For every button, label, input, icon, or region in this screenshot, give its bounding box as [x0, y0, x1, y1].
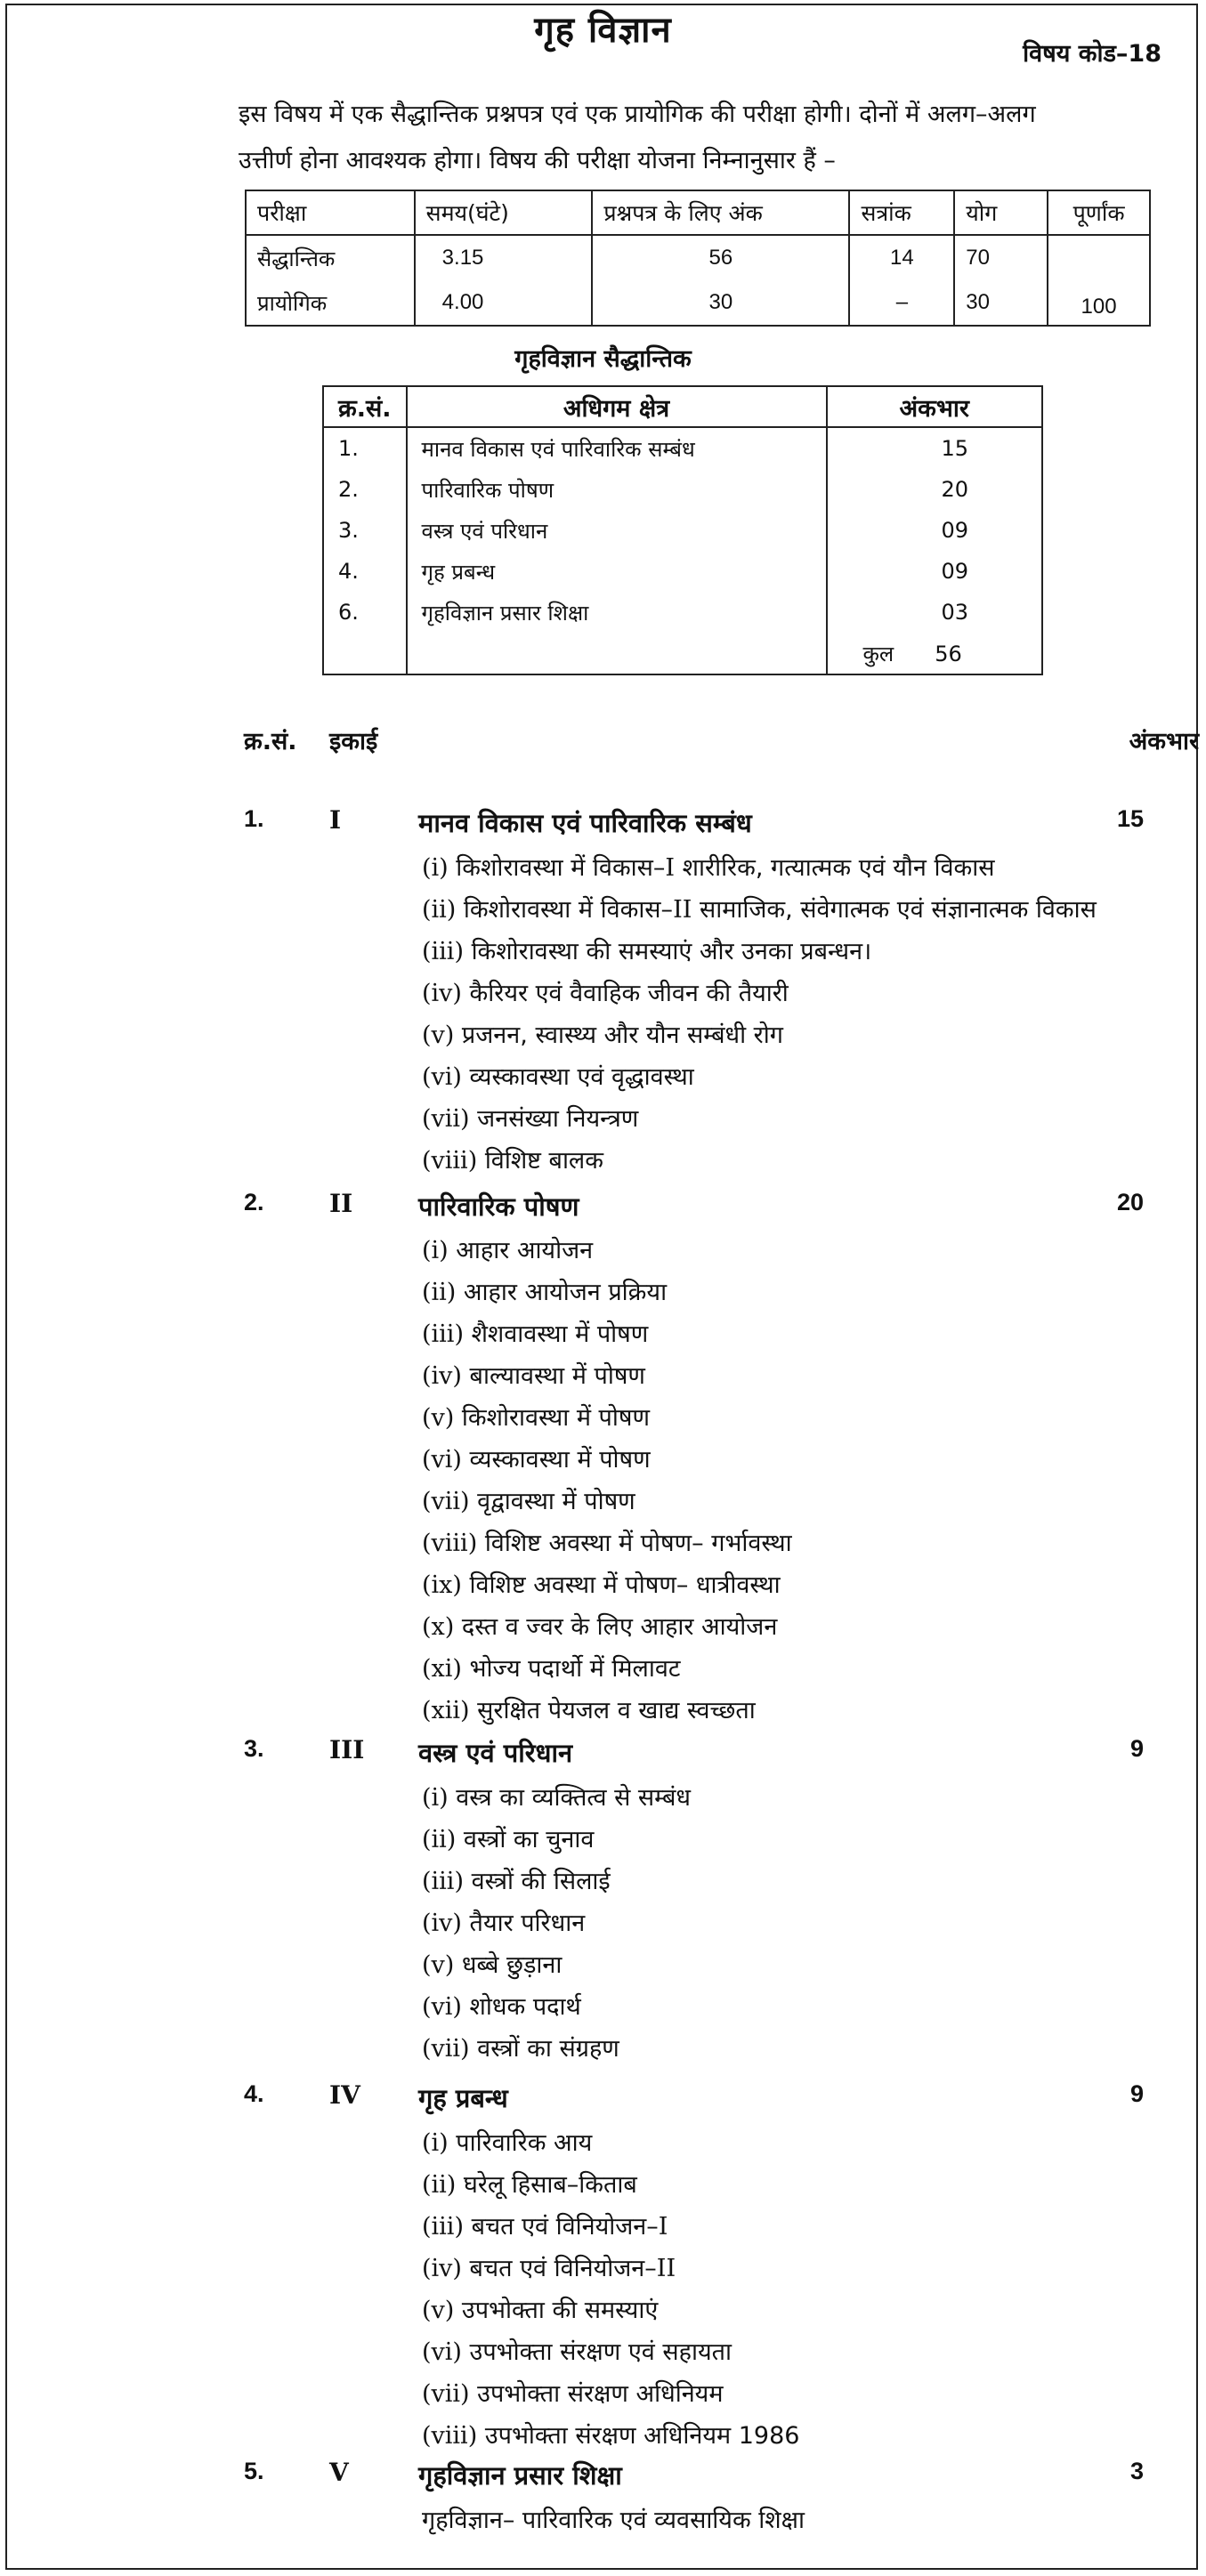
topic-numeral: (v) — [422, 2297, 455, 2324]
topic-text: धब्बे छुड़ाना — [454, 1951, 563, 1979]
topic-part-numeral: II — [656, 2255, 676, 2282]
unit-roman: V — [329, 2458, 349, 2487]
topic-numeral: (vi) — [422, 2338, 462, 2366]
table-cell: 2. — [323, 469, 407, 510]
area-table-header — [323, 386, 1042, 427]
syllabus-header-marks: अंकभार — [1129, 728, 1199, 755]
unit-number: 1. — [244, 805, 264, 832]
topic-numeral: (ii) — [422, 2171, 457, 2199]
intro-line-2: उत्तीर्ण होना आवश्यक होगा। विषय की परीक्षा योजना निम्नानुसार हैं – — [239, 147, 836, 174]
unit-topic — [422, 1989, 581, 2022]
topic-text: व्यस्कावस्था में पोषण — [461, 1446, 651, 1474]
topic-numeral: (v) — [422, 1404, 455, 1432]
table-cell: 4.00 — [415, 280, 593, 326]
table-cell: 03 — [827, 592, 1043, 633]
col-paper-marks: प्रश्नपत्र के लिए अंक — [592, 190, 849, 235]
topic-numeral: (iv) — [422, 1910, 462, 1937]
topic-numeral: (ii) — [422, 896, 457, 924]
unit-number: 4. — [244, 2080, 264, 2107]
unit-topic — [422, 2209, 668, 2241]
topic-text: किशोरावस्था में विकास– — [448, 854, 666, 882]
topic-numeral: (vii) — [422, 1105, 470, 1133]
table-cell: 09 — [827, 510, 1043, 551]
topic-numeral: (vi) — [422, 1993, 462, 2021]
unit-topic — [422, 1400, 650, 1433]
unit-topic — [422, 1863, 611, 1896]
unit-topic — [422, 1017, 783, 1050]
table-cell: वस्त्र एवं परिधान — [407, 510, 827, 551]
unit-roman: III — [329, 1735, 365, 1764]
unit-topic — [422, 2418, 799, 2451]
topic-numeral: (vii) — [422, 2380, 470, 2408]
table-row — [323, 551, 1042, 592]
topic-text: वृद्वावस्था में पोषण — [469, 1488, 635, 1515]
unit-topic — [422, 2031, 619, 2063]
topic-text: वस्त्रों का संग्रहण — [469, 2035, 619, 2063]
exam-table-header — [246, 190, 1150, 235]
unit-title: गृहविज्ञान प्रसार शिक्षा — [418, 2460, 622, 2491]
col-full-marks: पूर्णांक — [1048, 190, 1150, 235]
topic-numeral: (ii) — [422, 1279, 457, 1306]
topic-text: वस्त्रों की सिलाई — [463, 1868, 611, 1895]
total-value: 56 — [935, 641, 962, 666]
table-row — [323, 427, 1042, 469]
topic-numeral: (xii) — [422, 1697, 470, 1724]
table-row — [323, 510, 1042, 551]
unit-topic — [422, 1651, 680, 1684]
topic-numeral: (i) — [422, 1784, 449, 1812]
unit-topic — [422, 850, 994, 883]
intro-line-1: इस विषय में एक सैद्धान्तिक प्रश्नपत्र एवं एक प्रायोगिक की परीक्षा होगी। दोनों में अलग–अलग — [239, 101, 1036, 128]
topic-text: उपभोक्ता संरक्षण एवं सहायता — [461, 2338, 733, 2366]
total-row — [323, 633, 1042, 674]
unit-topic — [422, 2502, 805, 2535]
topic-part-numeral: I — [658, 2213, 668, 2241]
table-cell: गृह प्रबन्ध — [407, 551, 827, 592]
topic-numeral: (v) — [422, 1022, 455, 1049]
unit-topic — [422, 2292, 658, 2325]
learning-area-table — [322, 385, 1043, 675]
table-cell: गृहविज्ञान प्रसार शिक्षा — [407, 592, 827, 633]
unit-topic — [422, 975, 789, 1008]
topic-numeral: (x) — [422, 1613, 455, 1641]
topic-text: भोज्य पदार्थो में मिलावट — [461, 1655, 681, 1683]
topic-text: शैशवावस्था में पोषण — [463, 1320, 649, 1348]
topic-text: उपभोक्ता की समस्याएं — [454, 2297, 659, 2324]
table-row — [246, 235, 1150, 280]
topic-text: किशोरावस्था में पोषण — [454, 1404, 651, 1432]
unit-topic — [422, 1358, 645, 1391]
topic-text: प्रजनन, स्वास्थ्य और यौन सम्बंधी रोग — [454, 1022, 783, 1049]
total-label: कुल — [862, 641, 894, 666]
table-cell: 56 — [592, 235, 849, 280]
topic-text: जनसंख्या नियन्त्रण — [469, 1105, 639, 1133]
table-cell: प्रायोगिक — [246, 280, 415, 326]
unit-topic — [422, 1316, 648, 1349]
unit-title: मानव विकास एवं पारिवारिक सम्बंध — [418, 808, 752, 838]
syllabus-header-sno: क्र.सं. — [244, 728, 297, 755]
unit-topic — [422, 2167, 637, 2200]
unit-title: वस्त्र एवं परिधान — [418, 1738, 573, 1768]
table-cell: 30 — [954, 280, 1048, 326]
unit-roman: I — [329, 805, 342, 835]
unit-number: 5. — [244, 2458, 264, 2484]
topic-numeral: (vii) — [422, 1488, 470, 1515]
topic-numeral: (vii) — [422, 2035, 470, 2063]
topic-numeral: (viii) — [422, 1147, 478, 1175]
unit-number: 2. — [244, 1189, 264, 1215]
topic-numeral: (iii) — [422, 1868, 464, 1895]
table-cell: 3. — [323, 510, 407, 551]
topic-text: किशोरावस्था में विकास– — [456, 896, 674, 924]
col-total: योग — [954, 190, 1048, 235]
topic-numeral: (i) — [422, 1237, 449, 1264]
unit-topic — [422, 1567, 781, 1600]
table-cell: 3.15 — [415, 235, 593, 280]
page-title: गृह विज्ञान — [534, 10, 672, 51]
exam-scheme-table — [245, 190, 1151, 327]
unit-marks: 9 — [1129, 1735, 1144, 1762]
table-cell: 4. — [323, 551, 407, 592]
topic-numeral: (iii) — [422, 1320, 464, 1348]
table-row — [323, 592, 1042, 633]
col-weightage: अंकभार — [827, 386, 1043, 427]
unit-number: 3. — [244, 1735, 264, 1762]
topic-numeral: (iii) — [422, 2213, 464, 2241]
unit-topic — [422, 1232, 593, 1265]
unit-marks: 9 — [1129, 2080, 1144, 2107]
unit-marks: 20 — [1116, 1189, 1144, 1215]
topic-text: वस्त्रों का चुनाव — [456, 1826, 595, 1853]
col-sno: क्र.सं. — [323, 386, 407, 427]
table-cell: 09 — [827, 551, 1043, 592]
col-time: समय(घंटे) — [415, 190, 593, 235]
topic-numeral: (vi) — [422, 1063, 462, 1091]
topic-numeral: (viii) — [422, 2422, 478, 2450]
topic-numeral: (i) — [422, 2129, 449, 2157]
topic-text: किशोरावस्था की समस्याएं और उनका प्रबन्धन। — [463, 938, 872, 965]
topic-text: विशिष्ट अवस्था में पोषण– गर्भावस्था — [477, 1530, 792, 1557]
topic-text: तैयार परिधान — [461, 1910, 586, 1937]
topic-text: शोधक पदार्थ — [461, 1993, 581, 2021]
unit-topic — [422, 2250, 676, 2283]
topic-text: घरेलू हिसाब–किताब — [456, 2171, 637, 2199]
unit-topic — [422, 1609, 777, 1642]
unit-topic — [422, 1905, 585, 1938]
topic-text: वस्त्र का व्यक्तित्व से सम्बंध — [448, 1784, 691, 1812]
topic-numeral: (ii) — [422, 1826, 457, 1853]
table-cell: 20 — [827, 469, 1043, 510]
table-cell: 6. — [323, 592, 407, 633]
full-marks-value: 100 — [1048, 235, 1150, 326]
table-cell: पारिवारिक पोषण — [407, 469, 827, 510]
topic-text: बचत एवं विनियोजन– — [463, 2213, 659, 2241]
topic-text: पारिवारिक आय — [448, 2129, 593, 2157]
topic-numeral: (i) — [422, 854, 449, 882]
unit-marks: 3 — [1129, 2458, 1144, 2484]
unit-topic — [422, 2376, 724, 2409]
unit-topic — [422, 1441, 651, 1474]
unit-roman: II — [329, 1189, 353, 1218]
topic-part-numeral: I — [665, 854, 676, 882]
col-learning-area: अधिगम क्षेत्र — [407, 386, 827, 427]
unit-topic — [422, 1947, 562, 1980]
topic-numeral: (vi) — [422, 1446, 462, 1474]
table-cell: 15 — [827, 427, 1043, 469]
table-cell: 30 — [592, 280, 849, 326]
topic-text: विशिष्ट बालक — [477, 1147, 603, 1175]
topic-text: दस्त व ज्वर के लिए आहार आयोजन — [454, 1613, 778, 1641]
topic-text: बाल्यावस्था में पोषण — [461, 1362, 645, 1390]
unit-topic — [422, 933, 871, 966]
topic-text: व्यस्कावस्था एवं वृद्धावस्था — [461, 1063, 694, 1091]
unit-title: पारिवारिक पोषण — [418, 1191, 579, 1222]
topic-text: कैरियर एवं वैवाहिक जीवन की तैयारी — [461, 980, 789, 1007]
table-row — [246, 280, 1150, 326]
topic-text: शारीरिक, गत्यात्मक एवं यौन विकास — [675, 854, 995, 882]
syllabus-header-unit: इकाई — [329, 728, 378, 755]
topic-text: आहार आयोजन — [448, 1237, 594, 1264]
topic-numeral: (viii) — [422, 1530, 478, 1557]
unit-topic — [422, 1821, 594, 1854]
topic-numeral: (iv) — [422, 980, 462, 1007]
topic-numeral: (v) — [422, 1951, 455, 1979]
unit-topic — [422, 1101, 638, 1134]
topic-text: बचत एवं विनियोजन– — [461, 2255, 657, 2282]
unit-topic — [422, 892, 1097, 925]
topic-text: विशिष्ट अवस्था में पोषण– धात्रीवस्था — [461, 1571, 781, 1599]
unit-topic — [422, 1780, 691, 1813]
unit-roman: IV — [329, 2080, 360, 2110]
subject-code: विषय कोड–18 — [1023, 40, 1161, 68]
topic-text: उपभोक्ता संरक्षण अधिनियम 1986 — [477, 2422, 800, 2450]
table-cell: सैद्धान्तिक — [246, 235, 415, 280]
unit-marks: 15 — [1116, 805, 1144, 832]
unit-topic — [422, 1525, 792, 1558]
unit-topic — [422, 1483, 635, 1516]
table-cell: 1. — [323, 427, 407, 469]
col-exam: परीक्षा — [246, 190, 415, 235]
unit-title: गृह प्रबन्ध — [418, 2083, 508, 2113]
topic-text: आहार आयोजन प्रक्रिया — [456, 1279, 668, 1306]
topic-numeral: (iii) — [422, 938, 464, 965]
topic-text: गृहविज्ञान– पारिवारिक एवं व्यवसायिक शिक्षा — [422, 2507, 805, 2534]
table-cell: मानव विकास एवं पारिवारिक सम्बंध — [407, 427, 827, 469]
theory-heading: गृहविज्ञान सैद्धान्तिक — [514, 345, 692, 373]
unit-topic — [422, 2334, 732, 2367]
topic-text: सामाजिक, संवेगात्मक एवं संज्ञानात्मक विकास — [692, 896, 1097, 924]
unit-topic — [422, 2125, 592, 2158]
col-sessional: सत्रांक — [849, 190, 954, 235]
table-cell: – — [849, 280, 954, 326]
topic-numeral: (ix) — [422, 1571, 462, 1599]
table-cell: 14 — [849, 235, 954, 280]
topic-text: सुरक्षित पेयजल व खाद्य स्वच्छता — [469, 1697, 756, 1724]
table-cell: 70 — [954, 235, 1048, 280]
topic-numeral: (iv) — [422, 1362, 462, 1390]
unit-topic — [422, 1274, 667, 1307]
unit-topic — [422, 1143, 603, 1175]
topic-part-numeral: II — [673, 896, 692, 924]
unit-topic — [422, 1692, 756, 1725]
unit-topic — [422, 1059, 694, 1092]
topic-numeral: (xi) — [422, 1655, 462, 1683]
table-row — [323, 469, 1042, 510]
topic-text: उपभोक्ता संरक्षण अधिनियम — [469, 2380, 724, 2408]
topic-numeral: (iv) — [422, 2255, 462, 2282]
